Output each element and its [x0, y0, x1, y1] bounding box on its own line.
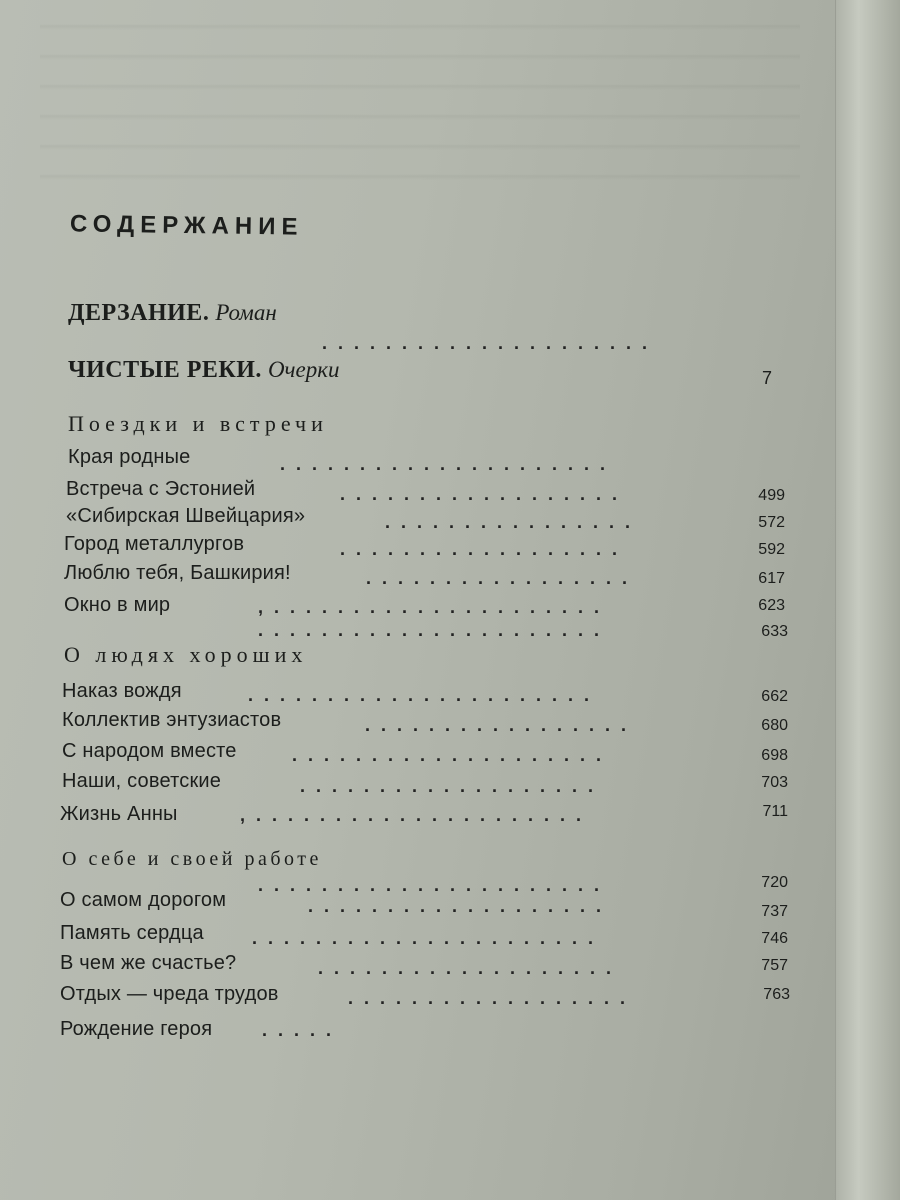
page-number: 720	[761, 874, 788, 891]
dot-leader: ......................	[258, 620, 611, 640]
group-heading: О людях хороших	[64, 642, 308, 667]
page-number: 499	[758, 487, 785, 504]
page-number: 737	[761, 903, 788, 920]
essays-title: ЧИСТЫЕ РЕКИ.	[68, 357, 262, 383]
toc-entry: Окно в мир	[64, 594, 171, 616]
page-number: 662	[761, 688, 788, 705]
essays-genre: Очерки	[267, 357, 340, 382]
toc-entry: О самом дорогом	[60, 889, 227, 911]
dot-leader: ......................	[248, 685, 601, 705]
group-heading: Поездки и встречи	[68, 411, 328, 436]
toc-entry: Коллектив энтузиастов	[62, 709, 282, 731]
toc-entry: Наши, советские	[62, 770, 222, 792]
contents-heading: СОДЕРЖАНИЕ	[69, 210, 304, 241]
page-number: 763	[763, 986, 790, 1003]
toc-entry: «Сибирская Швейцария»	[66, 505, 306, 527]
page-number: 711	[762, 803, 788, 820]
page-number: 680	[761, 717, 788, 734]
toc-entry: С народом вместе	[62, 740, 237, 762]
dot-leader: .....	[262, 1020, 343, 1040]
page-edge	[835, 0, 900, 1200]
toc-entry: Люблю тебя, Башкирия!	[64, 562, 291, 584]
page-number: 698	[761, 747, 788, 764]
toc-entry: В чем же счастье?	[60, 952, 237, 974]
dot-leader: ....................	[292, 745, 613, 765]
novel-title: ДЕРЗАНИЕ.	[68, 300, 210, 326]
novel-genre: Роман	[215, 300, 277, 325]
page-number: 746	[761, 930, 788, 947]
group-heading: О себе и своей работе	[62, 848, 322, 870]
dot-leader: ...................	[308, 896, 613, 916]
page-number: 633	[761, 623, 788, 640]
toc-entry: Жизнь Анны	[60, 803, 178, 825]
dot-leader: ................	[385, 512, 642, 532]
page-number: 592	[758, 541, 785, 558]
dot-leader: .................	[366, 568, 639, 588]
novel-title-line	[68, 300, 277, 327]
essays-title-line	[68, 357, 340, 384]
dot-leader: ...................	[300, 776, 605, 796]
page-number: 623	[758, 597, 785, 614]
toc-entry: Встреча с Эстонией	[66, 478, 256, 500]
dot-leader: .................	[365, 715, 638, 735]
dot-leader: ..................	[340, 484, 629, 504]
dot-leader: ,.....................	[258, 597, 611, 617]
page-number: 572	[758, 514, 785, 531]
dot-leader: .....................	[280, 454, 617, 474]
page-number: 617	[758, 570, 785, 587]
dot-leader: ,.....................	[240, 805, 593, 825]
page-number: 757	[761, 957, 788, 974]
toc-entry: Наказ вождя	[62, 680, 182, 702]
toc-entry: Края родные	[68, 446, 191, 468]
toc-entry: Город металлургов	[64, 533, 245, 555]
dot-leader: ......................	[252, 928, 605, 948]
page-number: 703	[761, 774, 788, 791]
toc-entry: Рождение героя	[60, 1018, 213, 1040]
dot-leader: ..................	[340, 539, 629, 559]
toc-entry: Память сердца	[60, 922, 204, 944]
show-through-text	[40, 0, 800, 200]
dot-leader: ..................	[348, 988, 637, 1008]
dot-leader: ......................	[258, 875, 611, 895]
dot-leader: ...................	[318, 958, 623, 978]
toc-entry: Отдых — чреда трудов	[60, 983, 279, 1005]
dot-leader: .....................	[322, 333, 659, 353]
page-number: 7	[761, 368, 772, 388]
